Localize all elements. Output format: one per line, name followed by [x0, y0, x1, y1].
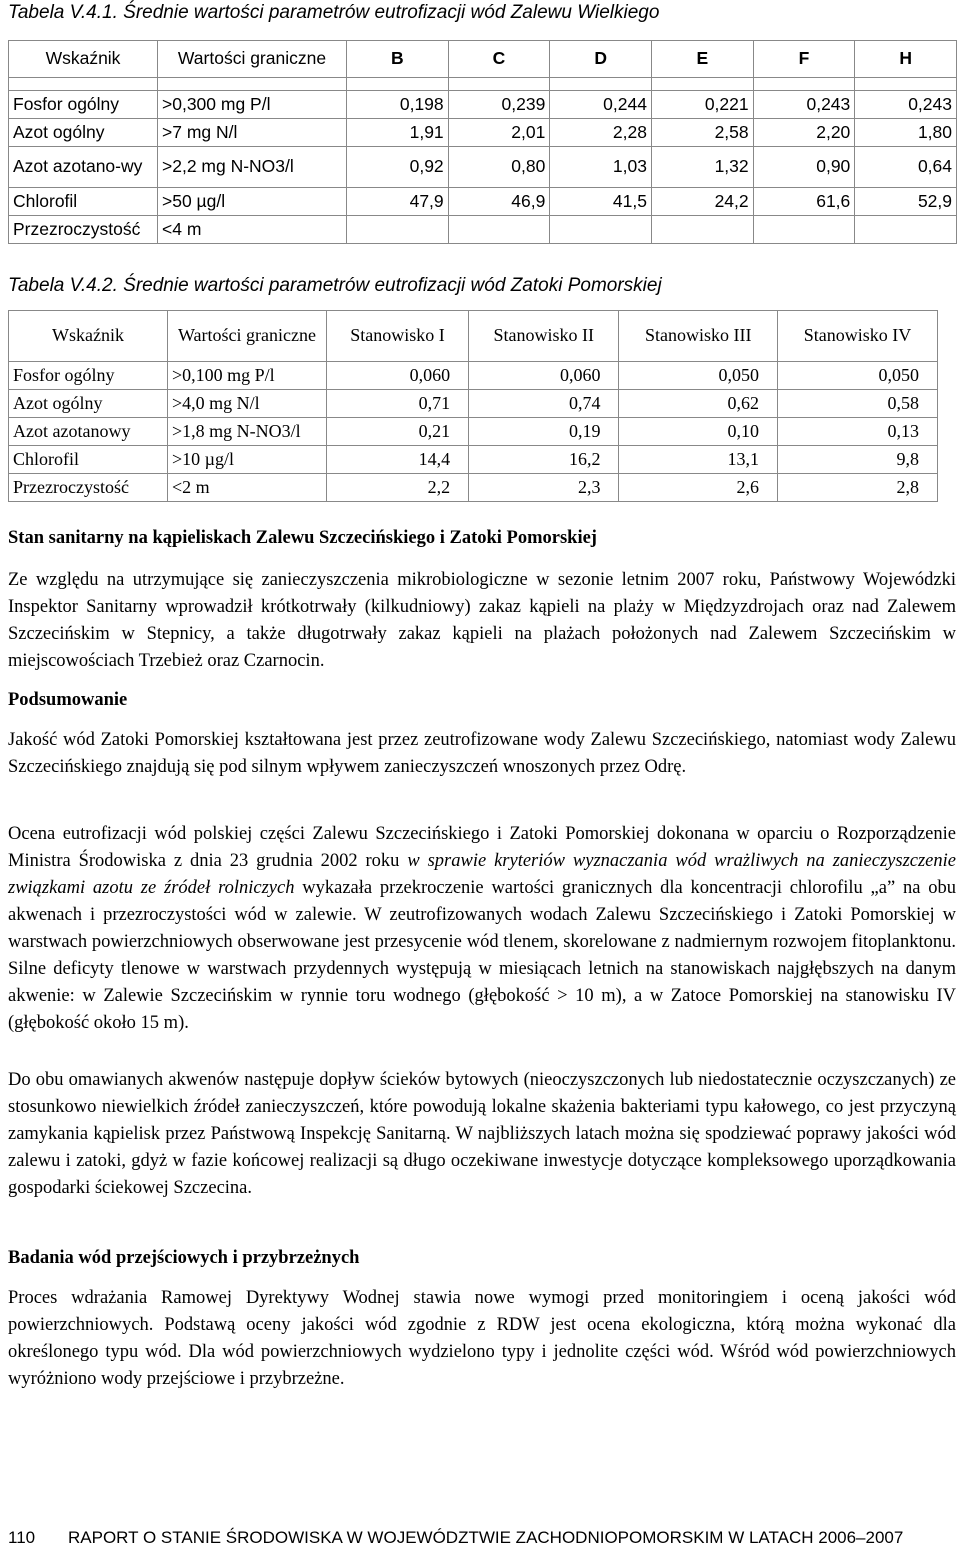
- row-label: Azot azotanowy: [9, 418, 168, 446]
- table-cell: 2,2: [327, 474, 469, 502]
- table-cell: 0,92: [347, 147, 449, 188]
- table2-header-cell: Stanowisko III: [619, 311, 778, 362]
- table-cell: 0,050: [619, 362, 778, 390]
- table-cell: 1,32: [651, 147, 753, 188]
- paragraph-summary-1: Jakość wód Zatoki Pomorskiej kształtowana jest przez zeutrofizowane wody Zalewu Szczecińskiego, natomiast wody Zalewu Szczecińskiego znajdują się pod silnym wpływem zanieczyszczeń wnoszonych przez Odrę.: [8, 729, 956, 777]
- table-cell: 2,58: [651, 119, 753, 147]
- table-cell: [448, 216, 550, 244]
- table2-caption: Tabela V.4.2. Średnie wartości parametrów eutrofizacji wód Zatoki Pomorskiej: [8, 275, 662, 296]
- table1-header-cell: Wartości graniczne: [158, 41, 347, 78]
- table-cell: 0,060: [327, 362, 469, 390]
- paragraph-sanitary: Ze względu na utrzymujące się zanieczyszczenia mikrobiologiczne w sezonie letnim 2007 roku, Państwowy Wojewódzki Inspektor Sanitarny wprowadził krótkotrwały (kilkudniowy) zakaz kąpieli na plaży w Międzyzdrojach oraz nad Zalewem Szczecińskim w Stepnicy, a także długotrwały zakaz kąpieli na plażach położonych nad Zalewem Szczecińskim w miejscowościach Trzebież oraz Czarnocin.: [8, 569, 956, 671]
- row-label: Fosfor ogólny: [9, 362, 168, 390]
- table2-header-cell: Wartości graniczne: [168, 311, 327, 362]
- table-cell: 0,050: [778, 362, 938, 390]
- section-heading-transitional-waters: Badania wód przejściowych i przybrzeżnych: [8, 1248, 360, 1268]
- table2-header-cell: Stanowisko I: [327, 311, 469, 362]
- table-cell: 16,2: [469, 446, 619, 474]
- table-cell: 0,64: [855, 147, 957, 188]
- table-cell: 2,6: [619, 474, 778, 502]
- row-limit: >4,0 mg N/l: [168, 390, 327, 418]
- table-row: [9, 91, 957, 119]
- table-cell: 0,243: [753, 91, 855, 119]
- row-label: Azot azotano-wy: [9, 147, 158, 188]
- page-number: 110: [8, 1528, 36, 1547]
- table-cell: 2,20: [753, 119, 855, 147]
- table-cell: 0,243: [855, 91, 957, 119]
- table-cell: 46,9: [448, 188, 550, 216]
- paragraph-summary-2-part-a: Ocena eutrofizacji wód polskiej części Zalewu Szczecińskiego i Zatoki Pomorskiej dokonana w oparciu o Rozporządzenie Ministra Środowiska z dnia 23 grudnia 2002 roku: [8, 823, 956, 871]
- table1-header-row: [9, 41, 957, 78]
- table-cell: 1,03: [550, 147, 652, 188]
- section-heading-sanitary: Stan sanitarny na kąpieliskach Zalewu Szczecińskiego i Zatoki Pomorskiej: [8, 528, 597, 548]
- table2-header-cell: Stanowisko II: [469, 311, 619, 362]
- table-cell: 0,74: [469, 390, 619, 418]
- table-cell: 24,2: [651, 188, 753, 216]
- row-limit: >2,2 mg N-NO3/l: [158, 147, 347, 188]
- table-row: [9, 147, 957, 188]
- footer-title: RAPORT O STANIE ŚRODOWISKA W WOJEWÓDZTWIE ZACHODNIOPOMORSKIM W LATACH 2006–2007: [68, 1528, 904, 1547]
- table-cell: 0,13: [778, 418, 938, 446]
- table-cell: 0,19: [469, 418, 619, 446]
- table-cell: 0,198: [347, 91, 449, 119]
- paragraph-transitional-waters: Proces wdrażania Ramowej Dyrektywy Wodnej stawia nowe wymogi przed monitoringiem i oceną jakości wód powierzchniowych. Podstawą oceny jakości wód zgodnie z RDW jest ocena ekologiczna, którą można wykonać dla określonego typu wód. Dla wód powierzchniowych wydzielono typy i jednolite części wód. Wśród wód powierzchniowych wyróżniono wody przejściowe i przybrzeżne.: [8, 1287, 956, 1389]
- table-cell: 0,244: [550, 91, 652, 119]
- table-row: [9, 119, 957, 147]
- row-label: Azot ogólny: [9, 119, 158, 147]
- table-cell: 52,9: [855, 188, 957, 216]
- table1-caption: Tabela V.4.1. Średnie wartości parametrów eutrofizacji wód Zalewu Wielkiego: [8, 2, 660, 23]
- page-footer: [8, 1528, 956, 1548]
- table-cell: 0,90: [753, 147, 855, 188]
- paragraph-summary-3: Do obu omawianych akwenów następuje dopływ ścieków bytowych (nieoczyszczonych lub niedostatecznie oczyszczanych) ze stosunkowo niewielkich źródeł zanieczyszczeń, które powodują lokalne skażenia bakteriami typu kałowego, co jest przyczyną zamykania kąpielisk przez Państwową Inspekcję Sanitarną. W najbliższych latach można się spodziewać poprawy jakości wód zalewu i zatoki, gdyż w fazie końcowej realizacji są długo oczekiwane inwestycje dotyczące kompleksowego uporządkowania gospodarki ściekowej Szczecina.: [8, 1069, 956, 1198]
- row-label: Przezroczystość: [9, 474, 168, 502]
- table-cell: 0,21: [327, 418, 469, 446]
- table-cell: [855, 216, 957, 244]
- table-cell: 0,239: [448, 91, 550, 119]
- table-cell: 0,71: [327, 390, 469, 418]
- row-label: Chlorofil: [9, 188, 158, 216]
- table-cell: 2,28: [550, 119, 652, 147]
- table-cell: 47,9: [347, 188, 449, 216]
- table-cell: 0,221: [651, 91, 753, 119]
- table-cell: 1,91: [347, 119, 449, 147]
- table-row: [9, 446, 938, 474]
- table1-header-cell: C: [448, 41, 550, 78]
- table1-header-cell: B: [347, 41, 449, 78]
- table-row: [9, 418, 938, 446]
- paragraph-summary-2: [8, 821, 956, 1037]
- row-limit: >7 mg N/l: [158, 119, 347, 147]
- row-label: Azot ogólny: [9, 390, 168, 418]
- row-label: Chlorofil: [9, 446, 168, 474]
- table-cell: 61,6: [753, 188, 855, 216]
- table-row: [9, 390, 938, 418]
- table-cell: 0,060: [469, 362, 619, 390]
- table-cell: 0,62: [619, 390, 778, 418]
- table1-header-cell: D: [550, 41, 652, 78]
- table1-spacer-row: [9, 78, 957, 91]
- table1-header-cell: Wskaźnik: [9, 41, 158, 78]
- table1-header-cell: F: [753, 41, 855, 78]
- regulation-title: w sprawie kryteriów wyznaczania wód wrażliwych na zanieczyszczenie związkami azotu ze źródeł rolniczych: [8, 850, 956, 898]
- table2-header-row: [9, 311, 938, 362]
- table-cell: 2,01: [448, 119, 550, 147]
- section-heading-summary: Podsumowanie: [8, 690, 128, 710]
- table-cell: 0,10: [619, 418, 778, 446]
- table-row: [9, 216, 957, 244]
- row-limit: >1,8 mg N-NO3/l: [168, 418, 327, 446]
- row-label: Fosfor ogólny: [9, 91, 158, 119]
- table1-header-cell: H: [855, 41, 957, 78]
- row-limit: >50 µg/l: [158, 188, 347, 216]
- table1: [8, 40, 957, 244]
- table-cell: 0,80: [448, 147, 550, 188]
- table-cell: [753, 216, 855, 244]
- row-limit: >10 µg/l: [168, 446, 327, 474]
- table-cell: [651, 216, 753, 244]
- row-label: Przezroczystość: [9, 216, 158, 244]
- table-row: [9, 362, 938, 390]
- table-cell: 1,80: [855, 119, 957, 147]
- row-limit: >0,100 mg P/l: [168, 362, 327, 390]
- table1-header-cell: E: [651, 41, 753, 78]
- table-cell: 2,8: [778, 474, 938, 502]
- table-cell: 14,4: [327, 446, 469, 474]
- table-cell: 41,5: [550, 188, 652, 216]
- row-limit: <2 m: [168, 474, 327, 502]
- table-cell: [550, 216, 652, 244]
- table-cell: 2,3: [469, 474, 619, 502]
- table2-header-cell: Stanowisko IV: [778, 311, 938, 362]
- row-limit: >0,300 mg P/l: [158, 91, 347, 119]
- table-cell: [347, 216, 449, 244]
- paragraph-summary-2-part-b: wykazała przekroczenie wartości granicznych dla koncentracji chlorofilu „a” na obu akwenach i przezroczystości wód w zalewie. W zeutrofizowanych wodach Zalewu Szczecińskiego i Zatoki Pomorskiej w warstwach powierzchniowych obserwowane jest przesycenie wód tlenem, skorelowane z nadmiernym rozwojem fitoplanktonu. Silne deficyty tlenowe w warstwach przydennych występują w miesiącach letnich na stanowiskach najgłębszych na danym akwenie: w Zalewie Szczecińskim w rynnie toru wodnego (głębokość > 10 m), a w Zatoce Pomorskiej na stanowisku IV (głębokość około 15 m).: [8, 877, 956, 1033]
- table-cell: 9,8: [778, 446, 938, 474]
- table-row: [9, 188, 957, 216]
- table-cell: 13,1: [619, 446, 778, 474]
- table-row: [9, 474, 938, 502]
- table2: [8, 310, 938, 502]
- table-cell: 0,58: [778, 390, 938, 418]
- table2-header-cell: Wskaźnik: [9, 311, 168, 362]
- row-limit: <4 m: [158, 216, 347, 244]
